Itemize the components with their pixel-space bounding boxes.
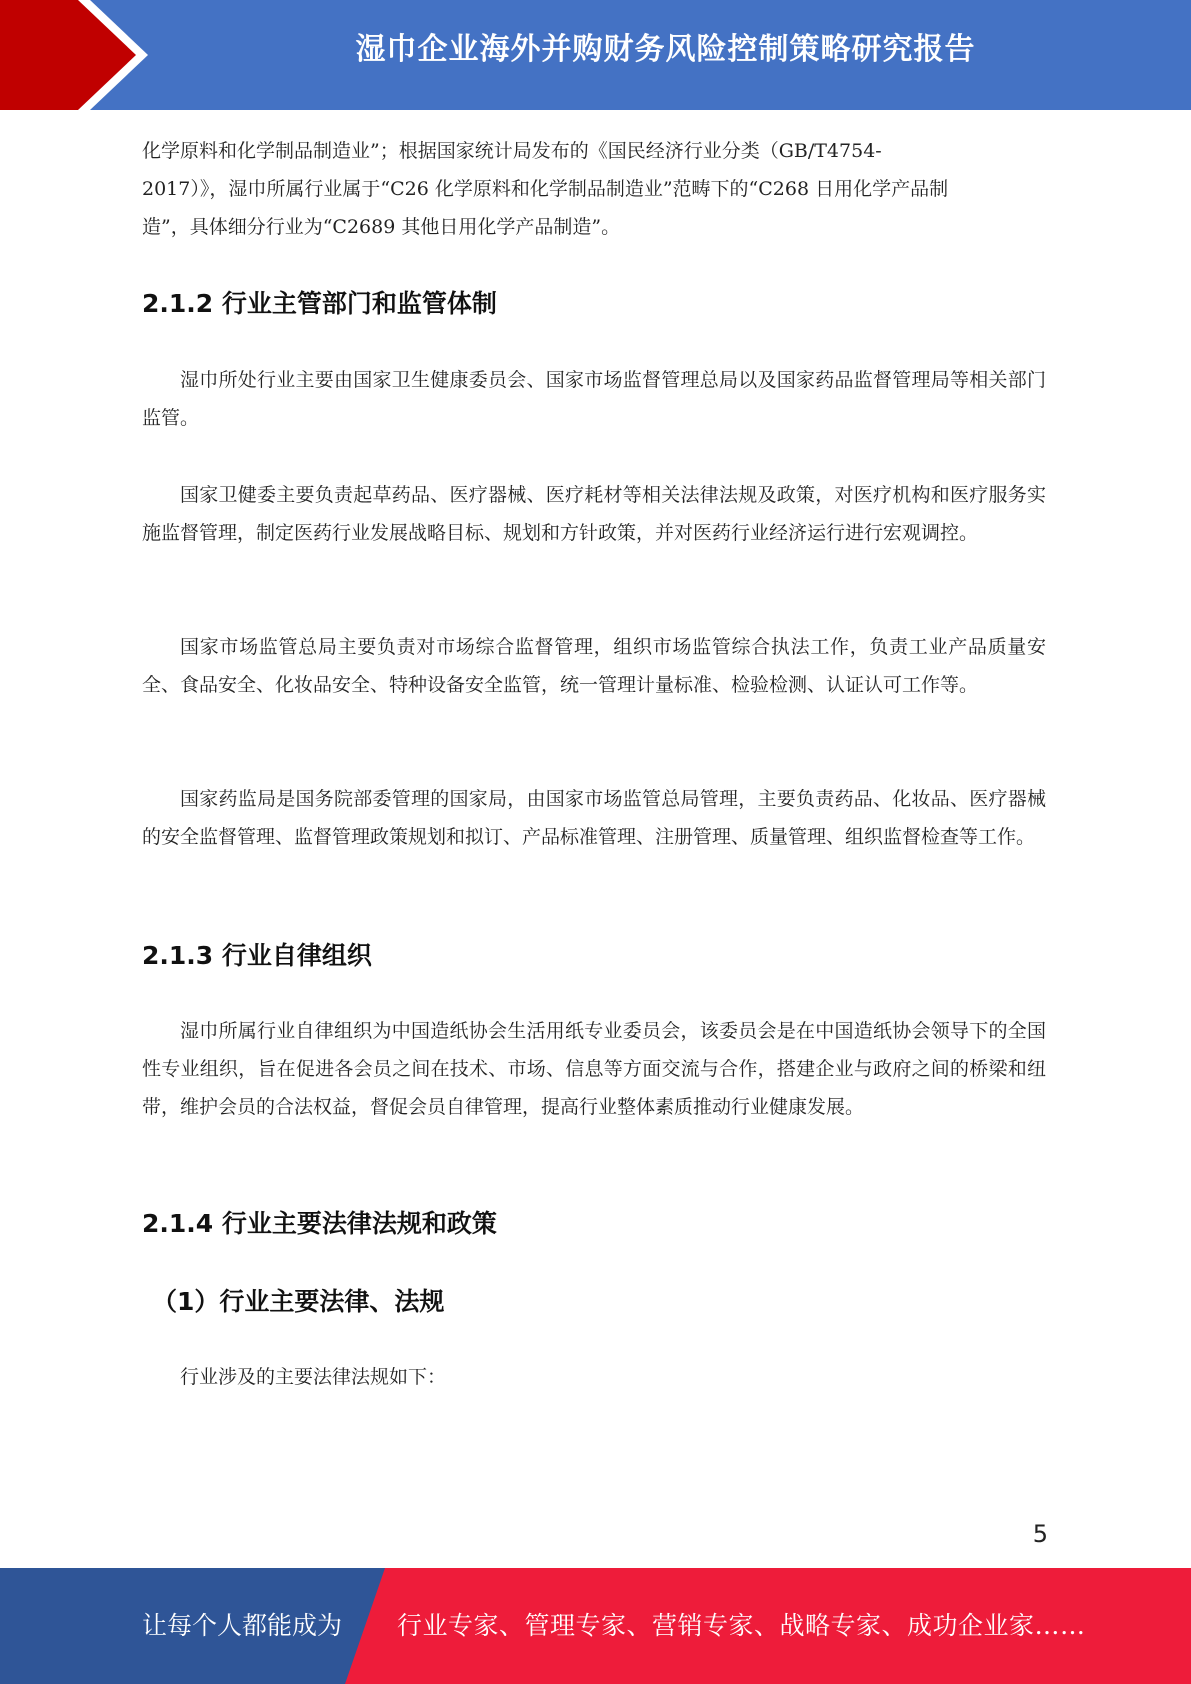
footer-lead-text: 让每个人都能成为 [142, 1611, 343, 1640]
paragraph-self-regulation: 湿巾所属行业自律组织为中国造纸协会生活用纸专业委员会，该委员会是在中国造纸协会领导下的全国性专业组织，旨在促进各会员之间在技术、市场、信息等方面交流与合作，搭建企业与政府之间的桥梁和纽带，维护会员的合法权益，督促会员自律管理，提高行业整体素质推动行业健康发展。 [142, 1020, 1046, 1118]
subsection-heading-laws: （1）行业主要法律、法规 [152, 1287, 445, 1316]
footer-tagline: 行业专家、管理专家、营销专家、战略专家、成功企业家…… [397, 1611, 1086, 1640]
intro-line-1: 化学原料和化学制品制造业”；根据国家统计局发布的《国民经济行业分类（GB/T4754- [142, 140, 882, 162]
chevron-arrow-icon [0, 0, 160, 110]
page-header [0, 0, 1191, 110]
intro-line-2: 2017）》，湿巾所属行业属于“C26 化学原料和化学制品制造业”范畴下的“C268 日用化学产品制 [142, 178, 949, 200]
report-title: 湿巾企业海外并购财务风险控制策略研究报告 [355, 32, 976, 67]
intro-paragraph [142, 132, 1046, 246]
intro-line-3: 造”，具体细分行业为“C2689 其他日用化学产品制造”。 [142, 216, 621, 238]
paragraph-regulators: 湿巾所处行业主要由国家卫生健康委员会、国家市场监督管理总局以及国家药品监督管理局等相关部门监管。 [142, 369, 1046, 429]
paragraph-laws-intro: 行业涉及的主要法律法规如下： [180, 1366, 447, 1388]
page-number: 5 [1032, 1520, 1048, 1548]
section-heading-2-1-2: 2.1.2 行业主管部门和监管体制 [142, 289, 497, 318]
paragraph-market-regulation: 国家市场监管总局主要负责对市场综合监督管理，组织市场监管综合执法工作，负责工业产品质量安全、食品安全、化妆品安全、特种设备安全监管，统一管理计量标准、检验检测、认证认可工作等。 [142, 636, 1046, 696]
section-heading-2-1-4: 2.1.4 行业主要法律法规和政策 [142, 1209, 497, 1238]
page-footer [0, 1568, 1191, 1684]
paragraph-health-commission: 国家卫健委主要负责起草药品、医疗器械、医疗耗材等相关法律法规及政策，对医疗机构和医疗服务实施监督管理，制定医药行业发展战略目标、规划和方针政策，并对医药行业经济运行进行宏观调控。 [142, 484, 1046, 544]
paragraph-drug-administration: 国家药监局是国务院部委管理的国家局，由国家市场监管总局管理，主要负责药品、化妆品、医疗器械的安全监督管理、监督管理政策规划和拟订、产品标准管理、注册管理、质量管理、组织监督检查等工作。 [142, 788, 1046, 848]
section-heading-2-1-3: 2.1.3 行业自律组织 [142, 941, 372, 970]
